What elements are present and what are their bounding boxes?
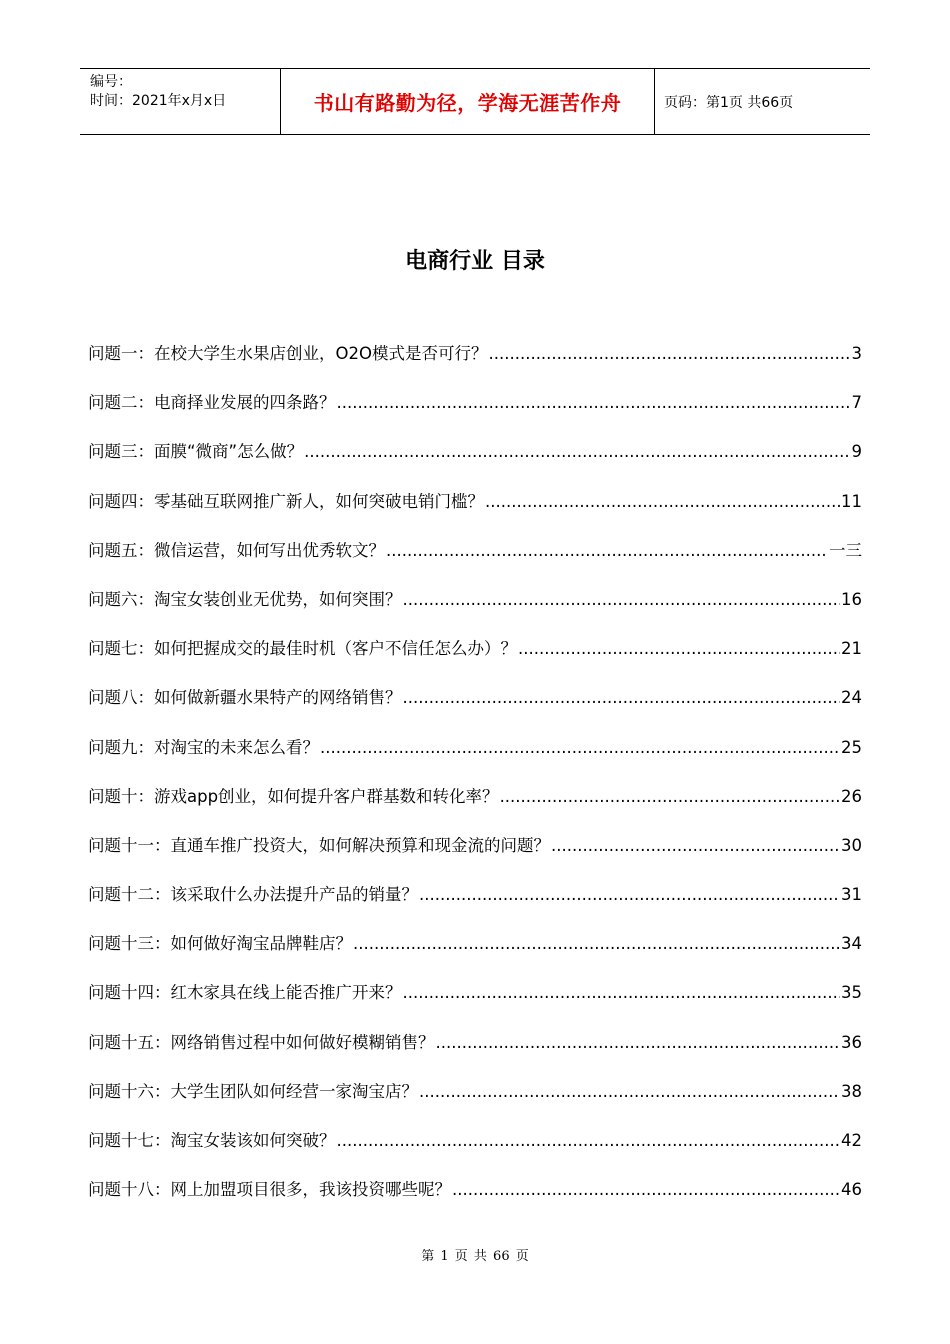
toc-entry-page: 30 [841,835,862,855]
toc-entry[interactable] [88,341,862,390]
toc-entry-text: 问题十三：如何做好淘宝品牌鞋店？ [88,934,352,954]
toc-entry-page: 36 [841,1032,862,1052]
toc-dot-leader [518,636,840,662]
document-header [80,68,870,135]
toc-entry-text: 问题二：电商择业发展的四条路？ [88,393,336,413]
toc-entry[interactable] [88,980,862,1029]
toc-entry-text: 问题四：零基础互联网推广新人，如何突破电销门槛？ [88,491,484,511]
toc-entry[interactable] [88,1079,862,1128]
toc-entry-page: 25 [841,737,862,757]
toc-entry-text: 问题十：游戏app创业，如何提升客户群基数和转化率？ [88,786,499,806]
toc-entry[interactable] [88,1030,862,1079]
page-footer: 第 1 页 共 66 页 [421,1249,529,1264]
toc-entry-page: 11 [841,491,862,511]
toc-entry[interactable] [88,489,862,538]
toc-entry-page: 46 [841,1180,862,1200]
toc-entry-page: 35 [841,983,862,1003]
toc-entry-text: 问题十五：网络销售过程中如何做好模糊销售？ [88,1032,435,1052]
toc-dot-leader [452,1177,840,1203]
toc-entry-text: 问题三：面膜“微商”怎么做？ [88,442,304,462]
toc-entry-text: 问题一：在校大学生水果店创业，O2O模式是否可行？ [88,344,488,363]
toc-entry-page: 21 [841,639,862,659]
toc-entry-page: 7 [851,393,862,413]
header-motto-cell [281,69,655,134]
toc-entry[interactable] [88,1177,862,1226]
toc-entry-text: 问题八：如何做新疆水果特产的网络销售？ [88,688,402,708]
table-of-contents [88,341,862,1226]
header-page-info-cell [655,69,870,134]
toc-entry-page: 38 [841,1081,862,1101]
header-motto: 书山有路勤为径，学海无涯苦作舟 [313,91,622,115]
toc-entry-text: 问题五：微信运营，如何写出优秀软文？ [88,540,385,560]
toc-entry[interactable] [88,882,862,931]
toc-dot-leader [403,685,841,711]
toc-dot-leader [337,390,851,416]
toc-dot-leader [304,439,850,465]
toc-entry-page: 3 [851,344,862,363]
header-number-label: 编号： [90,74,132,90]
toc-dot-leader [488,341,850,367]
page-title: 电商行业 目录 [405,249,545,274]
toc-dot-leader [419,1079,840,1105]
toc-entry[interactable] [88,636,862,685]
toc-entry-page: 26 [841,786,862,806]
toc-entry-text: 问题十七：淘宝女装该如何突破？ [88,1131,336,1150]
toc-entry[interactable] [88,833,862,882]
header-meta [80,69,281,134]
toc-entry[interactable] [88,538,862,587]
toc-entry[interactable] [88,931,862,980]
toc-dot-leader [337,1128,841,1154]
toc-dot-leader [436,1030,841,1056]
toc-dot-leader [403,587,841,613]
toc-entry[interactable] [88,1128,862,1177]
toc-entry-page: 34 [841,934,862,954]
toc-entry-text: 问题十六：大学生团队如何经营一家淘宝店？ [88,1081,418,1101]
toc-entry-page: 24 [841,688,862,708]
toc-dot-leader [386,538,828,564]
toc-entry-page: 9 [851,442,862,462]
toc-entry-text: 问题十四：红木家具在线上能否推广开来？ [88,983,402,1003]
toc-entry-page: 31 [841,885,862,905]
toc-entry[interactable] [88,685,862,734]
toc-entry-text: 问题九：对淘宝的未来怎么看？ [88,737,319,757]
toc-entry[interactable] [88,390,862,439]
toc-dot-leader [485,489,840,515]
toc-entry-text: 问题十一：直通车推广投资大，如何解决预算和现金流的问题？ [88,835,550,855]
toc-entry-text: 问题十八：网上加盟项目很多，我该投资哪些呢？ [88,1180,451,1200]
toc-entry-page: 42 [841,1131,862,1150]
toc-entry-text: 问题十二：该采取什么办法提升产品的销量？ [88,885,418,905]
toc-dot-leader [403,980,841,1006]
toc-entry[interactable] [88,735,862,784]
toc-dot-leader [419,882,840,908]
toc-entry[interactable] [88,439,862,488]
toc-dot-leader [551,833,840,859]
toc-entry[interactable] [88,587,862,636]
toc-dot-leader [500,784,840,810]
toc-dot-leader [353,931,840,957]
header-time-label: 时间：2021年x月x日 [90,93,227,109]
toc-entry-page: 一三 [829,540,862,560]
toc-entry-text: 问题七：如何把握成交的最佳时机（客户不信任怎么办）？ [88,639,517,659]
toc-dot-leader [320,735,840,761]
header-page-info: 页码：第1页 共66页 [664,94,794,111]
toc-entry[interactable] [88,784,862,833]
toc-entry-page: 16 [841,589,862,609]
toc-entry-text: 问题六：淘宝女装创业无优势，如何突围？ [88,589,402,609]
